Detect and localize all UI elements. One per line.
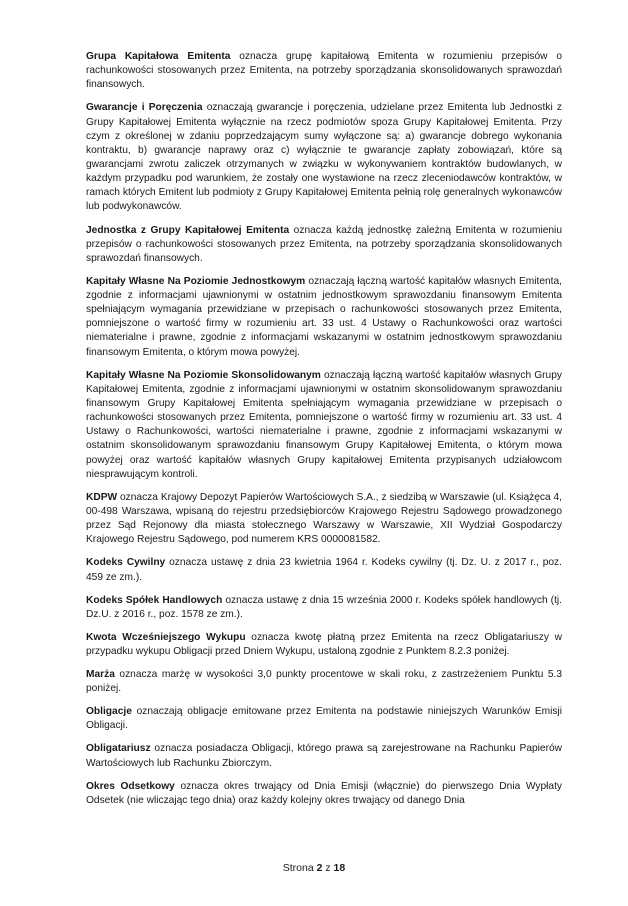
definition-text: oznaczają łączną wartość kapitałów własnych Grupy Kapitałowej Emitenta, zgodnie z informacjami ujawnionymi w ostatnim skonsolidowanym sprawozdaniu finansowym Grupy Kapitałowej Emitenta spełniającym wymagania przewidziane w przepisach o rachunkowości stosowanych przez Emitenta, pomniejszone o wartość firmy w rozumieniu art. 33 ust. 4 Ustawy o Rachunkowości, wartości niematerialne i prawne, zgodnie z informacjami wskazanymi w ostatnim skonsolidowanym sprawozdaniu finansowym Grupy Kapitałowej Emitenta, o którym mowa powyżej oraz wartość kapitałów własnych Grupy kapitałowej Emitenta przypisanych udziałowcom niesprawującym kontroli. [86, 369, 562, 480]
footer-page-total: 18 [333, 862, 346, 874]
definition-text: oznaczają obligacje emitowane przez Emitenta na podstawie niniejszych Warunków Emisji Obligacji. [86, 706, 562, 732]
definition-text: oznacza ustawę z dnia 23 kwietnia 1964 r. Kodeks cywilny (tj. Dz. U. z 2017 r., poz. 459 ze zm.). [86, 557, 562, 583]
definition-text: oznacza ustawę z dnia 15 września 2000 r. Kodeks spółek handlowych (tj. Dz.U. z 2016 r., poz. 1578 ze zm.). [86, 594, 562, 620]
definition-term: Obligacje [86, 706, 132, 718]
definition-term: KDPW [86, 491, 118, 503]
definition-kodeks-cywilny [86, 556, 562, 584]
footer-page-number: 2 [316, 862, 323, 874]
definition-jednostka [86, 224, 562, 266]
definition-marza [86, 668, 562, 696]
definition-kodeks-spolek [86, 594, 562, 622]
definition-term: Kapitały Własne Na Poziomie Jednostkowym [86, 275, 306, 287]
definition-term: Okres Odsetkowy [86, 780, 175, 792]
definition-term: Grupa Kapitałowa Emitenta [86, 51, 231, 62]
definition-text: oznacza marżę w wysokości 3,0 punkty procentowe w skali roku, z zastrzeżeniem Punktu 5.3 poniżej. [86, 668, 562, 695]
definition-text: oznaczają gwarancje i poręczenia, udzielane przez Emitenta lub Jednostki z Grupy Kapitałowej Emitenta wyłącznie na rzecz podmiotów spoza Grupy Kapitałowej Emitenta. Przy czym z określonej w zdaniu poprzedzającym sumy wyłączone są: a) gwarancje dobrego wykonania kontraktu, b) gwarancje naprawy oraz c) wyłącznie te gwarancje zapłaty zobowiązań, które są gwarancjami zwrotu zaliczek otrzymanych w związku w wykonywaniem kontraktów budowlanych, w każdym przypadku pod warunkiem, że zostały one wystawione na rzecz zleceniodawców kontraktów, w ramach których Emitent lub podmioty z Grupy Kapitałowej Emitenta pełnią rolę generalnych wykonawców lub podwykonawców. [86, 102, 562, 213]
definition-text: oznacza każdą jednostkę zależną Emitenta w rozumieniu przepisów o rachunkowości stosowanych przez Emitenta, na potrzeby sporządzania skonsolidowanych sprawozdań finansowych. [86, 224, 562, 264]
definition-kapitaly-skonsolidowane [86, 369, 562, 482]
definition-gwarancje [86, 101, 562, 214]
definition-obligatariusz [86, 742, 562, 770]
definition-text: oznacza grupę kapitałową Emitenta w rozumieniu przepisów o rachunkowości stosowanych przez Emitenta, na potrzeby sporządzania skonsolidowanych sprawozdań finansowych. [86, 51, 562, 91]
definition-text: oznacza okres trwający od Dnia Emisji (włącznie) do pierwszego Dnia Wypłaty Odsetek (nie wliczając tego dnia) oraz każdy kolejny okres trwający od danego Dnia [86, 780, 562, 806]
definition-text: oznacza Krajowy Depozyt Papierów Wartościowych S.A., z siedzibą w Warszawie (ul. Książęca 4, 00-498 Warszawa, wpisaną do rejestru przedsiębiorców Krajowego Rejestru Sądowego prowadzonego przez Sąd Rejonowy dla miasta stołecznego Warszawy w Warszawie, XII Wydział Gospodarczy Krajowego Rejestru Sądowego, pod numerem KRS 0000081582. [86, 491, 562, 546]
footer-middle: z [322, 862, 334, 874]
definition-term: Jednostka z Grupy Kapitałowej Emitenta [86, 224, 290, 236]
definition-term: Obligatariusz [86, 743, 151, 755]
definition-term: Marża [86, 668, 115, 680]
definition-term: Kodeks Spółek Handlowych [86, 594, 223, 606]
page-footer [0, 862, 628, 874]
definition-term: Kodeks Cywilny [86, 557, 166, 569]
definition-text: oznaczają łączną wartość kapitałów własnych Emitenta, zgodnie z informacjami ujawnionymi w ostatnim jednostkowym sprawozdaniu finansowym Emitenta spełniającym wymagania przewidziane w przepisach o rachunkowości stosowanych przez Emitenta, pomniejszone o wartość firmy w rozumieniu art. 33 ust. 4 Ustawy o Rachunkowości oraz wartości niematerialne i prawne, zgodnie z informacjami wskazanymi w ostatnim jednostkowym sprawozdaniu finansowym Emitenta, o którym mowa powyżej. [86, 275, 562, 358]
definition-text: oznacza posiadacza Obligacji, którego prawa są zarejestrowane na Rachunku Papierów Wartościowych lub Rachunku Zbiorczym. [86, 743, 562, 769]
definition-grupa-kapitalowa [86, 50, 562, 92]
definition-term: Gwarancje i Poręczenia [86, 102, 203, 114]
definition-kwota-wykupu [86, 631, 562, 659]
definition-okres-odsetkowy [86, 780, 562, 808]
definition-term: Kapitały Własne Na Poziomie Skonsolidowanym [86, 369, 321, 381]
footer-prefix: Strona [282, 862, 317, 874]
definition-kapitaly-jednostkowe [86, 275, 562, 360]
definition-text: oznacza kwotę płatną przez Emitenta na rzecz Obligatariuszy w przypadku wykupu Obligacji przed Dniem Wykupu, ustaloną zgodnie z Punktem 8.2.3 poniżej. [86, 631, 562, 657]
definition-obligacje [86, 705, 562, 733]
definition-term: Kwota Wcześniejszego Wykupu [86, 631, 246, 643]
definition-kdpw [86, 491, 562, 548]
